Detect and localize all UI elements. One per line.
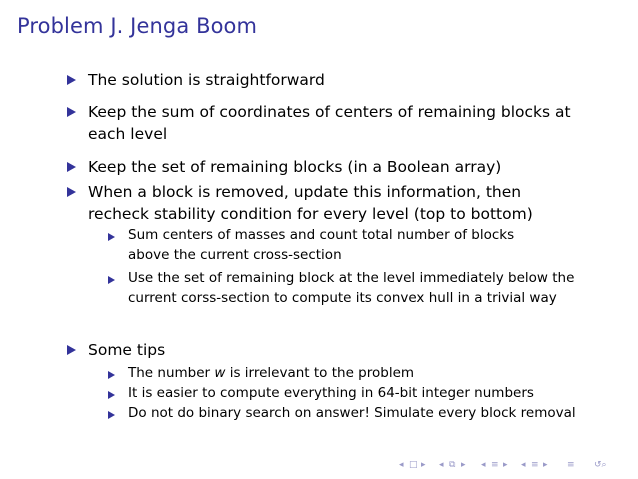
- left-arrow-icon[interactable]: ◂: [439, 460, 444, 470]
- bullet-icon: [67, 345, 76, 355]
- right-arrow-icon[interactable]: ▸: [461, 460, 466, 470]
- navigation-bar: [399, 460, 629, 472]
- tip-text: Do not do binary search on answer! Simulate every block removal: [128, 405, 576, 421]
- sub-bullet-text: Sum centers of masses and count total number of blocks above the current cross-section: [128, 227, 515, 263]
- bullet-icon: [67, 162, 76, 172]
- bullet-icon: [67, 187, 76, 197]
- section-icon[interactable]: ⧉: [449, 460, 456, 470]
- tip-prefix: The number: [128, 365, 215, 381]
- bullet-text: Some tips: [88, 341, 166, 359]
- left-arrow-icon[interactable]: ◂: [521, 460, 526, 470]
- bullet-icon: [67, 75, 76, 85]
- right-arrow-icon[interactable]: ▸: [421, 460, 426, 470]
- subsection-icon[interactable]: ≡: [531, 460, 539, 470]
- bullet-text: Keep the set of remaining blocks (in a Boolean array): [88, 158, 502, 176]
- sub-bullet-icon: [108, 276, 115, 284]
- search-icon[interactable]: ↺⌕: [594, 460, 607, 470]
- left-arrow-icon[interactable]: ◂: [481, 460, 486, 470]
- subsection-icon[interactable]: ≡: [491, 460, 499, 470]
- sub-bullet-text: Use the set of remaining block at the level immediately below the current corss-section to compute its convex hull in a trivial way: [128, 270, 575, 306]
- right-arrow-icon[interactable]: ▸: [543, 460, 548, 470]
- right-arrow-icon[interactable]: ▸: [503, 460, 508, 470]
- bullet-text: The solution is straightforward: [88, 71, 325, 89]
- bullet-text: When a block is removed, update this information, then recheck stability condition for every level (top to bottom): [88, 183, 533, 223]
- slide-title: Problem J. Jenga Boom: [17, 14, 258, 38]
- tip-suffix: is irrelevant to the problem: [225, 365, 415, 381]
- tip-text: It is easier to compute everything in 64-bit integer numbers: [128, 385, 534, 401]
- sub-bullet-icon: [108, 233, 115, 241]
- left-arrow-icon[interactable]: ◂: [399, 460, 404, 470]
- align-icon[interactable]: ≡: [567, 460, 575, 470]
- sub-bullet-icon: [108, 391, 115, 399]
- tip-variable: w: [214, 365, 226, 381]
- sub-bullet-icon: [108, 371, 115, 379]
- bullet-icon: [67, 107, 76, 117]
- tip-text: [128, 364, 603, 384]
- bullet-text: Keep the sum of coordinates of centers of remaining blocks at each level: [88, 103, 571, 143]
- frame-icon[interactable]: □: [409, 460, 418, 470]
- sub-bullet-icon: [108, 411, 115, 419]
